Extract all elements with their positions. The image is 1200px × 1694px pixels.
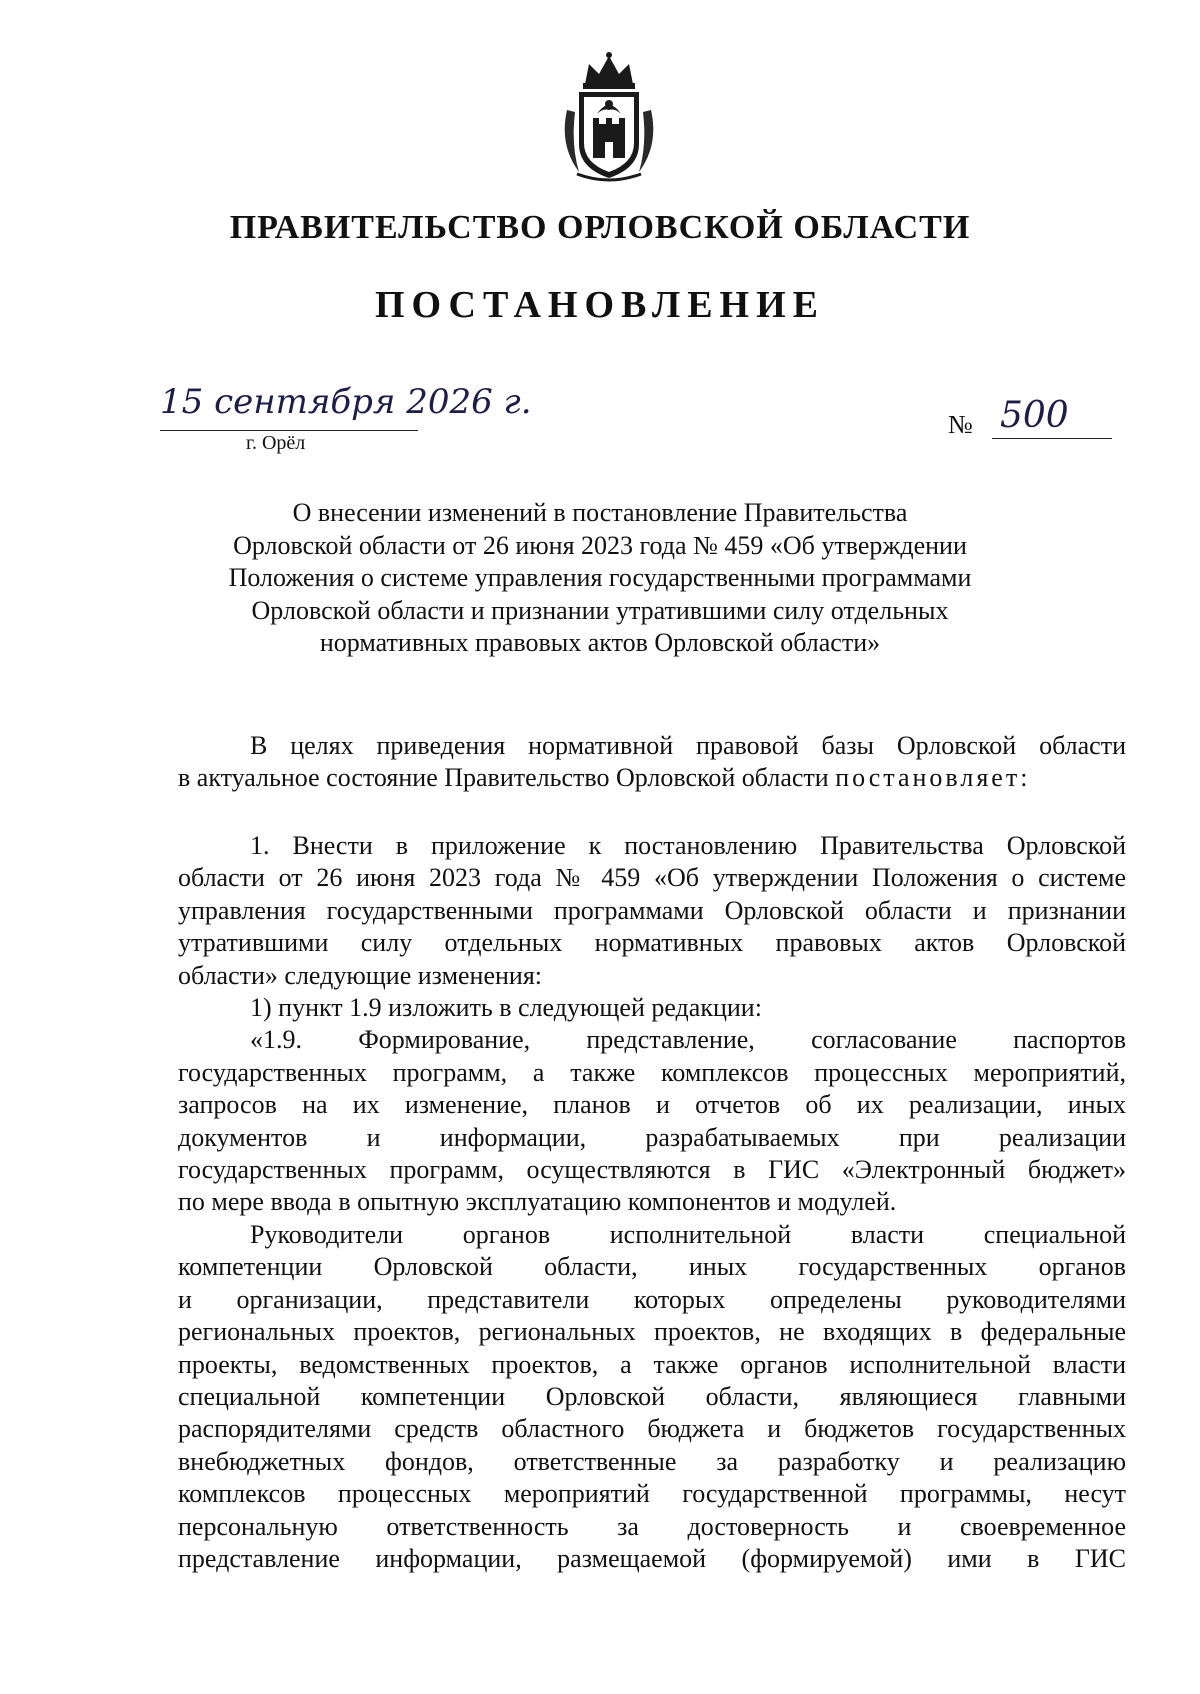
- subject-line: Орловской области и признании утратившими силу отдельных: [251, 595, 949, 625]
- paragraph-line: 1) пункт 1.9 изложить в следующей редакции:: [250, 993, 762, 1023]
- body-text: [178, 830, 1126, 1575]
- paragraph-line: региональных проектов, региональных проектов, не входящих в федеральные: [178, 1317, 1126, 1347]
- paragraph-line: специальной компетенции Орловской области, являющиеся главными: [178, 1381, 1126, 1411]
- paragraph-line: области» следующие изменения:: [178, 960, 543, 990]
- paragraph-line: 1. Внести в приложение к постановлению Правительства Орловской: [250, 831, 1126, 860]
- preamble-text: в актуальное состояние Правительство Орловской области: [178, 763, 836, 793]
- paragraph-line: «1.9. Формирование, представление, согласование паспортов: [250, 1025, 1126, 1055]
- paragraph-line: Руководители органов исполнительной власти специальной: [250, 1219, 1126, 1249]
- paragraph-line: государственных программ, а также комплексов процессных мероприятий,: [178, 1057, 1126, 1087]
- document-subject: [180, 497, 1020, 660]
- paragraph-line: внебюджетных фондов, ответственные за разработку и реализацию: [178, 1446, 1126, 1476]
- paragraph-line: персональную ответственность за достоверность и своевременное: [178, 1511, 1126, 1541]
- paragraph-line: распорядителями средств областного бюджета и бюджетов государственных: [178, 1414, 1126, 1444]
- paragraph-line: утратившими силу отдельных нормативных правовых актов Орловской: [178, 928, 1126, 958]
- subject-line: нормативных правовых актов Орловской области»: [319, 628, 881, 657]
- paragraph-line: запросов на их изменение, планов и отчетов об их реализации, иных: [178, 1090, 1126, 1120]
- paragraph-line: государственных программ, осуществляются в ГИС «Электронный бюджет»: [178, 1155, 1126, 1185]
- handwritten-number: 500: [1000, 395, 1069, 436]
- preamble-line: [178, 762, 1126, 794]
- paragraph-line: компетенции Орловской области, иных государственных органов: [178, 1252, 1126, 1282]
- paragraph-line: комплексов процессных мероприятий государственной программы, несут: [178, 1479, 1126, 1509]
- handwritten-date: 15 сентября 2026 г.: [160, 382, 532, 422]
- paragraph-line: и организации, представители которых определены руководителями: [178, 1284, 1126, 1314]
- paragraph-line: документов и информации, разрабатываемых при реализации: [178, 1122, 1126, 1152]
- paragraph-line: области от 26 июня 2023 года № 459 «Об утверждении Положения о системе: [178, 863, 1126, 893]
- number-underline: [992, 438, 1112, 439]
- paragraph-line: проекты, ведомственных проектов, а также органов исполнительной власти: [178, 1349, 1126, 1379]
- preamble: [178, 730, 1126, 795]
- decree-word: постановляет:: [835, 763, 1031, 793]
- subject-line: Орловской области от 26 июня 2023 года № 459 «Об утверждении: [233, 530, 967, 560]
- coat-of-arms-icon: [557, 50, 661, 184]
- paragraph-line: по мере ввода в опытную эксплуатацию компонентов и модулей.: [178, 1187, 897, 1217]
- preamble-line: В целях приведения нормативной правовой базы Орловской области: [250, 731, 1126, 760]
- paragraph-line: представление информации, размещаемой (формируемой) ими в ГИС: [178, 1543, 1126, 1573]
- document-type-title: ПОСТАНОВЛЕНИЕ: [374, 284, 826, 326]
- city-label: г. Орёл: [246, 432, 306, 454]
- subject-line: О внесении изменений в постановление Правительства: [292, 498, 908, 527]
- government-title: ПРАВИТЕЛЬСТВО ОРЛОВСКОЙ ОБЛАСТИ: [229, 209, 971, 246]
- subject-line: Положения о системе управления государственными программами: [228, 563, 972, 592]
- paragraph-line: управления государственными программами Орловской области и признании: [178, 895, 1126, 925]
- number-label: №: [948, 410, 973, 439]
